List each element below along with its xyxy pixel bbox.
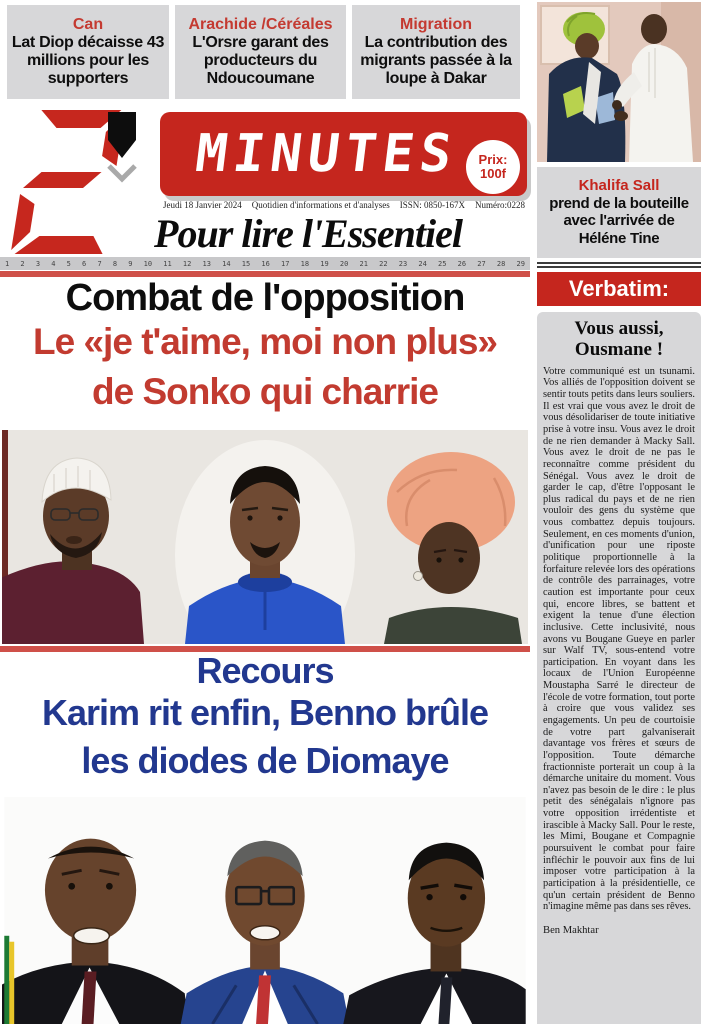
masthead-slogan: Pour lire l'Essentiel [154, 211, 462, 256]
teaser-kicker: Migration [400, 15, 472, 33]
verbatim-article [537, 312, 701, 1024]
verbatim-header [537, 272, 701, 306]
issue-date: Jeudi 18 Janvier 2024 [163, 200, 242, 210]
price-label: Prix: [478, 151, 508, 167]
second-story-photo [2, 797, 528, 1024]
verbatim-signature: Ben Makhtar [543, 924, 599, 936]
second-story-headline-2: les diodes de Diomaye [81, 740, 449, 781]
teaser-arachide [175, 5, 346, 99]
teaser-kicker: Can [72, 15, 104, 33]
verbatim-title: Vous aussi, Ousmane ! [574, 318, 664, 360]
ruler-number: 1 [5, 259, 10, 268]
ruler-number: 17 [281, 259, 290, 268]
teaser-kicker: Arachide /Céréales [188, 15, 333, 33]
sidebar-photo [537, 2, 701, 162]
ruler-number: 4 [51, 259, 56, 268]
ruler-number: 16 [261, 259, 270, 268]
ruler-number: 19 [320, 259, 329, 268]
ruler-number: 27 [477, 259, 486, 268]
verbatim-body: Votre communiqué est un tsunami. Vos alliés de l'opposition doivent se sentir touts petits dans leurs souliers. Il est vrai que vous avez le droit de vous désolidariser de toute initiative prise à votre insu. Vous avez le droit de ne rien demander à Macky Sall. Vous avez le droit de ne pas le reconnaître comme président du Sénégal. Vous avez le droit de garder le cap, d'être l'opposant le plus radical du pays et de ne rien vouloir des gens du système que vous combattez depuis toujours. Seulement, en ces moments d'union, d'unification pour une riposte politique proportionnelle à la forfaiture relevée lors des opérations de contrôle des parrainages, votre caution est importante pour ceux qui, encore libres, se battent et exigent la tenue d'une élection inclusive. Cette inclusivité, nous avons vu Bougane Gueye en parler sur Walf TV, sous-entend votre participation. En voyant dans les locaux de l'Union Européenne Moustapha Sarré le directeur de l'école de votre formation, tout porte à croire que vous validez ses engagements. Un peu de courtoisie de votre part galvaniserait davantage vos frères et sœurs de l'opposition. Toute démarche fractionniste porterait un coup à la démarche unitaire du moment. Vous n'avez pas besoin de le dire : le plus petit des sénégalais n'ignore pas votre opposition irrédentiste et irascible à Macky Sall. Pour le reste, les Mimi, Bougane et Compagnie poursuivent le combat pour faire infléchir le pouvoir aux fins de lui imposer votre participation à la participation à la présidentielle, ce qu'un certain président de Benno n'imagine même pas dans ses rêves. [543, 365, 695, 913]
ruler-number: 23 [398, 259, 408, 268]
dateline [158, 200, 527, 210]
ruler-number: 12 [182, 259, 192, 268]
ruler-strip [0, 257, 530, 270]
paper-description: Quotidien d'informations et d'analyses [251, 200, 390, 210]
ruler-number: 20 [339, 259, 349, 268]
ruler-number: 6 [82, 259, 87, 268]
brief-name: Khalifa Sall [578, 177, 660, 195]
ruler-number: 28 [496, 259, 506, 268]
teaser-can [7, 5, 169, 99]
masthead-title: MINUTES [192, 124, 461, 184]
teaser-title: La contribution des migrants passée à la loupe à Dakar [360, 34, 512, 88]
second-story-headline-1: Karim rit enfin, Benno brûle [41, 692, 489, 733]
ruler-number: 14 [222, 259, 231, 268]
ruler-number: 5 [66, 259, 71, 268]
teaser-migration [352, 5, 520, 99]
ruler-number: 7 [97, 259, 102, 268]
lead-story-headline-1: Le «je t'aime, moi non plus» [33, 321, 497, 362]
sidebar-brief [537, 167, 701, 258]
ruler-number: 9 [128, 259, 133, 268]
lead-story-headline-2: de Sonko qui charrie [92, 371, 438, 412]
issn-number: ISSN: 0850-167X [399, 200, 465, 210]
ruler-number: 29 [516, 259, 525, 268]
ruler-number: 26 [457, 259, 467, 268]
second-story-kicker: Recours [196, 650, 334, 691]
ruler-number: 22 [379, 259, 388, 268]
ruler-number: 15 [241, 259, 251, 268]
lead-story-photo [2, 430, 528, 644]
ruler-number: 10 [143, 259, 153, 268]
ruler-number: 2 [20, 259, 25, 268]
ruler-number: 24 [418, 259, 427, 268]
price-badge [466, 140, 520, 194]
ruler-number: 11 [163, 259, 172, 268]
ruler-number: 21 [359, 259, 368, 268]
ruler-number: 8 [112, 259, 118, 268]
brief-title: prend de la bouteille avec l'arrivée de Héléne Tine [549, 194, 689, 247]
sidebar-rule [537, 262, 701, 268]
price-value: 100f [479, 166, 507, 181]
teaser-title: L'Orsre garant des producteurs du Ndoucoumane [192, 34, 329, 88]
ruler-number: 18 [300, 259, 310, 268]
lead-story-kicker: Combat de l'opposition [65, 277, 465, 319]
verbatim-label: Verbatim: [568, 276, 670, 301]
ruler-number: 13 [202, 259, 211, 268]
teaser-title: Lat Diop décaisse 43 millions pour les supporters [11, 34, 165, 88]
ruler-number: 25 [438, 259, 447, 268]
ruler-number: 3 [35, 259, 41, 268]
issue-number: Numéro:0228 [474, 200, 525, 210]
